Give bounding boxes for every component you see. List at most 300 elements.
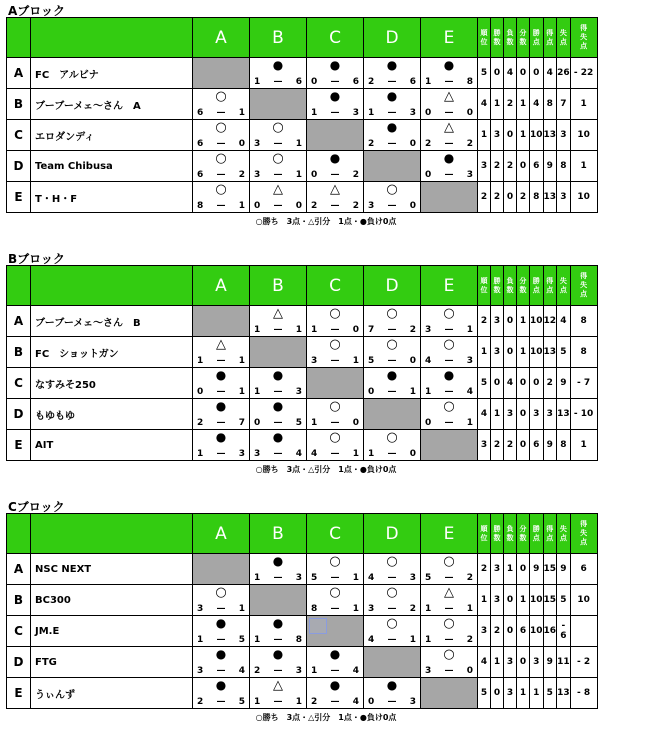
stat-cell: 3 <box>504 678 517 709</box>
match-cell <box>250 678 307 709</box>
match-cell <box>250 120 307 151</box>
row-label: D <box>7 647 31 678</box>
stat-cell: 11 <box>557 647 571 678</box>
score-right: 6 <box>409 77 416 87</box>
row-label: B <box>7 89 31 120</box>
match-score <box>197 387 245 397</box>
self-match-cell <box>421 430 478 461</box>
win-mark-icon: ○ <box>386 306 398 321</box>
row-label: A <box>7 554 31 585</box>
stat-cell: 8 <box>530 182 544 213</box>
score-right: 1 <box>352 573 359 583</box>
stat-cell: 9 <box>557 554 571 585</box>
draw-mark-icon: △ <box>330 182 340 197</box>
score-dash: — <box>273 697 283 707</box>
score-dash: — <box>330 201 340 211</box>
score-right: 0 <box>238 139 245 149</box>
stat-cell: 0 <box>530 368 544 399</box>
match-score <box>197 449 245 459</box>
score-right: 1 <box>352 356 359 366</box>
team-name: T・H・F <box>31 182 193 213</box>
score-right: 3 <box>466 170 473 180</box>
win-mark-icon: ○ <box>443 337 455 352</box>
score-left: 1 <box>197 356 204 366</box>
column-header: C <box>307 514 364 554</box>
self-match-cell <box>250 585 307 616</box>
team-name: BC300 <box>31 585 193 616</box>
self-match-cell <box>421 678 478 709</box>
score-right: 2 <box>466 635 473 645</box>
win-mark-icon: ○ <box>443 647 455 662</box>
self-match-cell <box>250 89 307 120</box>
stat-cell: 1 <box>517 585 530 616</box>
score-right: 1 <box>295 139 302 149</box>
match-cell <box>193 120 250 151</box>
stat-cell: 2 <box>491 430 504 461</box>
header-blank <box>31 266 193 306</box>
stat-header: 負 数 <box>504 514 517 554</box>
score-left: 1 <box>425 635 432 645</box>
match-cell <box>250 399 307 430</box>
score-dash: — <box>273 666 283 676</box>
stat-cell: 5 <box>478 58 491 89</box>
match-score <box>254 418 302 428</box>
score-dash: — <box>387 387 397 397</box>
match-cell <box>421 89 478 120</box>
score-left: 0 <box>368 697 375 707</box>
score-right: 3 <box>295 573 302 583</box>
stat-cell: 2 <box>504 89 517 120</box>
score-right: 1 <box>295 697 302 707</box>
win-mark-icon: ○ <box>443 399 455 414</box>
stat-header: 勝 数 <box>491 514 504 554</box>
score-right: 4 <box>238 666 245 676</box>
score-dash: — <box>444 635 454 645</box>
match-score <box>311 325 359 335</box>
loss-mark-icon: ● <box>272 554 284 568</box>
table-row <box>7 182 598 213</box>
match-score <box>425 666 473 676</box>
match-score <box>311 449 359 459</box>
match-cell <box>364 89 421 120</box>
score-dash: — <box>216 387 226 397</box>
match-cell <box>307 337 364 368</box>
score-right: 3 <box>295 666 302 676</box>
stat-cell: 13 <box>543 120 557 151</box>
stat-cell: 3 <box>478 430 491 461</box>
draw-mark-icon: △ <box>444 585 454 600</box>
score-left: 6 <box>197 108 204 118</box>
loss-mark-icon: ● <box>215 399 227 413</box>
match-cell <box>193 182 250 213</box>
stat-cell: 12 <box>543 306 557 337</box>
score-dash: — <box>330 170 340 180</box>
column-header: A <box>193 18 250 58</box>
match-cell <box>364 337 421 368</box>
match-score <box>197 697 245 707</box>
stat-cell: 6 <box>530 430 544 461</box>
match-score <box>368 77 416 87</box>
team-name: うぃんず <box>31 678 193 709</box>
score-dash: — <box>330 604 340 614</box>
row-label: B <box>7 585 31 616</box>
score-left: 1 <box>254 325 261 335</box>
stat-header: 順 位 <box>478 514 491 554</box>
loss-mark-icon: ● <box>272 58 284 72</box>
score-left: 1 <box>368 449 375 459</box>
match-score <box>425 418 473 428</box>
stat-cell: 3 <box>557 120 571 151</box>
team-name: JM.E <box>31 616 193 647</box>
stat-header: 順 位 <box>478 266 491 306</box>
score-left: 5 <box>425 573 432 583</box>
score-right: 3 <box>409 108 416 118</box>
block-title: Aブロック <box>8 4 66 18</box>
row-label: A <box>7 306 31 337</box>
stat-cell: 1 <box>478 120 491 151</box>
score-dash: — <box>387 573 397 583</box>
score-right: 3 <box>409 697 416 707</box>
loss-mark-icon: ● <box>329 678 341 692</box>
stat-cell: 13 <box>557 399 571 430</box>
match-score <box>311 604 359 614</box>
stat-header: 得 点 <box>543 18 557 58</box>
match-score <box>197 356 245 366</box>
score-right: 0 <box>466 108 473 118</box>
match-score <box>425 325 473 335</box>
score-left: 0 <box>425 170 432 180</box>
self-match-cell <box>364 151 421 182</box>
score-right: 3 <box>466 356 473 366</box>
match-score <box>311 356 359 366</box>
score-left: 0 <box>368 387 375 397</box>
score-right: 2 <box>409 604 416 614</box>
stat-header: 失 点 <box>557 514 571 554</box>
match-cell <box>193 89 250 120</box>
match-score <box>368 635 416 645</box>
stat-cell: 3 <box>491 306 504 337</box>
score-right: 5 <box>295 418 302 428</box>
stat-header: 負 数 <box>504 266 517 306</box>
row-label: C <box>7 120 31 151</box>
match-cell <box>307 306 364 337</box>
score-left: 3 <box>197 666 204 676</box>
match-cell <box>250 58 307 89</box>
win-mark-icon: ○ <box>386 554 398 569</box>
score-left: 1 <box>254 635 261 645</box>
self-match-cell <box>307 368 364 399</box>
win-mark-icon: ○ <box>329 430 341 445</box>
self-match-cell <box>307 616 364 647</box>
match-cell <box>421 306 478 337</box>
score-right: 0 <box>409 449 416 459</box>
stat-cell: 13 <box>557 678 571 709</box>
score-dash: — <box>387 604 397 614</box>
table-row <box>7 585 598 616</box>
match-cell <box>364 182 421 213</box>
score-left: 3 <box>368 604 375 614</box>
stat-cell: 16 <box>543 616 557 647</box>
match-cell <box>421 554 478 585</box>
stat-cell: 1 <box>517 89 530 120</box>
stat-cell: 2 <box>491 616 504 647</box>
score-left: 0 <box>311 170 318 180</box>
stat-cell: 5 <box>478 678 491 709</box>
stat-cell: 3 <box>530 399 544 430</box>
score-dash: — <box>216 139 226 149</box>
match-score <box>254 449 302 459</box>
match-score <box>254 666 302 676</box>
self-match-cell <box>364 399 421 430</box>
stat-cell: 3 <box>504 647 517 678</box>
match-cell <box>250 368 307 399</box>
match-score <box>368 325 416 335</box>
row-label: A <box>7 58 31 89</box>
score-right: 2 <box>238 170 245 180</box>
stat-cell: 13 <box>543 182 557 213</box>
stat-cell: 0 <box>517 647 530 678</box>
stat-cell: 0 <box>517 368 530 399</box>
score-left: 5 <box>368 356 375 366</box>
score-left: 4 <box>311 449 318 459</box>
stat-header: 勝 数 <box>491 266 504 306</box>
stat-cell: 0 <box>504 182 517 213</box>
win-mark-icon: ○ <box>386 616 398 631</box>
score-left: 2 <box>368 139 375 149</box>
score-right: 1 <box>238 387 245 397</box>
stat-header: 勝 点 <box>530 514 544 554</box>
column-header: A <box>193 266 250 306</box>
stat-cell: 1 <box>491 399 504 430</box>
match-cell <box>250 554 307 585</box>
score-right: 1 <box>295 170 302 180</box>
score-dash: — <box>273 387 283 397</box>
score-dash: — <box>216 108 226 118</box>
table-row <box>7 399 598 430</box>
win-mark-icon: ○ <box>386 182 398 197</box>
win-mark-icon: ○ <box>215 182 227 197</box>
loss-mark-icon: ● <box>215 430 227 444</box>
stat-cell: 7 <box>557 89 571 120</box>
score-right: 0 <box>352 418 359 428</box>
score-dash: — <box>216 418 226 428</box>
row-label: B <box>7 337 31 368</box>
match-cell <box>193 151 250 182</box>
score-dash: — <box>216 356 226 366</box>
stat-header: 得 失 点 <box>570 514 597 554</box>
match-cell <box>421 399 478 430</box>
draw-mark-icon: △ <box>444 120 454 135</box>
stat-cell <box>570 616 597 647</box>
stat-header: 分 数 <box>517 514 530 554</box>
match-score <box>425 139 473 149</box>
stat-cell: 0 <box>504 616 517 647</box>
table-row <box>7 306 598 337</box>
score-left: 1 <box>425 387 432 397</box>
stat-header: 失 点 <box>557 266 571 306</box>
score-right: 1 <box>352 449 359 459</box>
loss-mark-icon: ● <box>386 58 398 72</box>
score-right: 4 <box>466 387 473 397</box>
score-dash: — <box>387 449 397 459</box>
score-right: 0 <box>409 201 416 211</box>
cell-selection-box[interactable] <box>309 618 327 634</box>
loss-mark-icon: ● <box>329 58 341 72</box>
header-blank <box>31 18 193 58</box>
table-row <box>7 554 598 585</box>
score-left: 0 <box>311 77 318 87</box>
header-blank <box>7 18 31 58</box>
score-right: 1 <box>238 108 245 118</box>
score-dash: — <box>387 201 397 211</box>
score-left: 3 <box>368 201 375 211</box>
loss-mark-icon: ● <box>215 647 227 661</box>
stat-cell: 2 <box>517 182 530 213</box>
score-dash: — <box>216 449 226 459</box>
score-dash: — <box>387 325 397 335</box>
score-right: 2 <box>466 139 473 149</box>
score-left: 3 <box>254 170 261 180</box>
column-header: E <box>421 266 478 306</box>
match-cell <box>421 647 478 678</box>
score-right: 3 <box>352 108 359 118</box>
loss-mark-icon: ● <box>215 368 227 382</box>
score-right: 7 <box>238 418 245 428</box>
win-mark-icon: ○ <box>329 399 341 414</box>
score-right: 3 <box>295 387 302 397</box>
score-right: 1 <box>466 325 473 335</box>
score-right: 5 <box>238 697 245 707</box>
match-score <box>425 387 473 397</box>
legend-text: ○勝ち 3点・△引分 1点・●負け0点 <box>255 465 397 474</box>
loss-mark-icon: ● <box>215 678 227 692</box>
header-blank <box>7 266 31 306</box>
team-name: FC アルビナ <box>31 58 193 89</box>
stat-header: 勝 数 <box>491 18 504 58</box>
match-cell <box>364 585 421 616</box>
match-score <box>368 697 416 707</box>
score-left: 2 <box>197 418 204 428</box>
stat-cell: 2 <box>543 368 557 399</box>
row-label: D <box>7 399 31 430</box>
match-score <box>254 170 302 180</box>
win-mark-icon: ○ <box>272 151 284 166</box>
score-dash: — <box>330 356 340 366</box>
row-label: C <box>7 616 31 647</box>
match-score <box>197 201 245 211</box>
score-dash: — <box>273 635 283 645</box>
score-dash: — <box>444 387 454 397</box>
score-dash: — <box>216 635 226 645</box>
score-right: 0 <box>466 666 473 676</box>
match-score <box>197 418 245 428</box>
score-right: 1 <box>352 604 359 614</box>
win-mark-icon: ○ <box>386 585 398 600</box>
match-cell <box>193 368 250 399</box>
score-dash: — <box>273 449 283 459</box>
match-cell <box>364 58 421 89</box>
score-left: 1 <box>425 77 432 87</box>
match-cell <box>364 368 421 399</box>
stat-cell: 2 <box>478 554 491 585</box>
match-score <box>197 666 245 676</box>
score-left: 1 <box>425 604 432 614</box>
block-title: Cブロック <box>8 500 65 514</box>
match-score <box>311 170 359 180</box>
stat-cell: 0 <box>530 58 544 89</box>
stat-cell: 1 <box>478 585 491 616</box>
win-mark-icon: ○ <box>443 554 455 569</box>
self-match-cell <box>307 120 364 151</box>
score-right: 1 <box>238 201 245 211</box>
match-cell <box>193 430 250 461</box>
table-row <box>7 368 598 399</box>
match-score <box>254 387 302 397</box>
stat-cell: 1 <box>517 306 530 337</box>
stat-header: 負 数 <box>504 18 517 58</box>
score-right: 0 <box>295 201 302 211</box>
score-left: 2 <box>197 697 204 707</box>
score-left: 1 <box>254 573 261 583</box>
match-cell <box>421 151 478 182</box>
match-cell <box>250 647 307 678</box>
stat-cell: 2 <box>491 151 504 182</box>
stat-cell: 4 <box>478 647 491 678</box>
stat-header: 得 点 <box>543 266 557 306</box>
match-cell <box>250 430 307 461</box>
loss-mark-icon: ● <box>272 430 284 444</box>
score-right: 1 <box>409 387 416 397</box>
score-dash: — <box>273 573 283 583</box>
loss-mark-icon: ● <box>443 58 455 72</box>
match-cell <box>307 182 364 213</box>
score-dash: — <box>216 697 226 707</box>
match-cell <box>364 678 421 709</box>
draw-mark-icon: △ <box>216 337 226 352</box>
score-dash: — <box>330 418 340 428</box>
match-cell <box>193 678 250 709</box>
score-dash: — <box>330 697 340 707</box>
standings-table <box>6 265 598 461</box>
stat-cell: 8 <box>557 430 571 461</box>
team-name: FC ショットガン <box>31 337 193 368</box>
stat-cell: 26 <box>557 58 571 89</box>
match-score <box>368 449 416 459</box>
match-score <box>254 139 302 149</box>
match-cell <box>193 585 250 616</box>
score-right: 3 <box>409 573 416 583</box>
stat-cell: 3 <box>530 647 544 678</box>
stat-cell: 10 <box>530 337 544 368</box>
score-right: 3 <box>238 449 245 459</box>
match-score <box>311 573 359 583</box>
team-name: FTG <box>31 647 193 678</box>
score-dash: — <box>387 108 397 118</box>
score-right: 4 <box>295 449 302 459</box>
stat-cell: 4 <box>504 58 517 89</box>
block-title: Bブロック <box>8 252 65 266</box>
win-mark-icon: ○ <box>443 616 455 631</box>
stat-cell: 1 <box>530 678 544 709</box>
score-right: 1 <box>466 418 473 428</box>
stat-cell: 4 <box>504 368 517 399</box>
column-header: E <box>421 514 478 554</box>
stat-cell: 9 <box>530 554 544 585</box>
score-left: 8 <box>311 604 318 614</box>
match-score <box>425 635 473 645</box>
score-left: 1 <box>311 325 318 335</box>
stat-cell: 15 <box>543 585 557 616</box>
